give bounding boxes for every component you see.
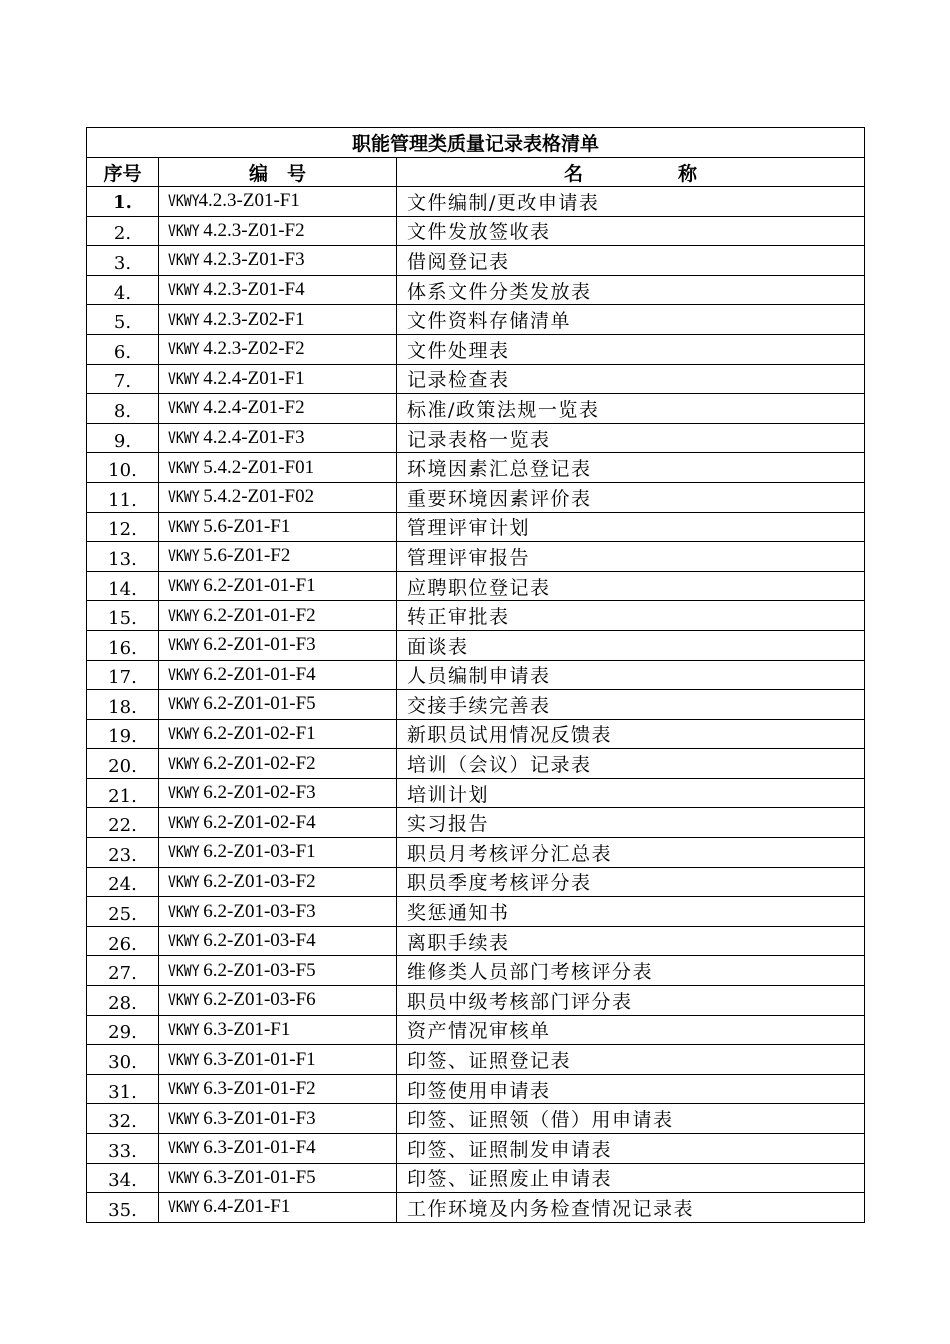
row-number — [87, 1134, 159, 1164]
table-row — [87, 394, 865, 424]
code-prefix: VKWY — [168, 635, 200, 655]
form-code-cell — [159, 246, 397, 276]
row-number-text: 11. — [108, 489, 137, 511]
form-name: 体系文件分类发放表 — [397, 275, 865, 305]
code-number: 5.6-Z01-F1 — [198, 515, 291, 537]
table-row — [87, 1015, 865, 1045]
code-number: 6.2-Z01-03-F1 — [198, 841, 316, 863]
form-name: 职员月考核评分汇总表 — [397, 838, 865, 868]
row-number-text: 14. — [108, 578, 137, 600]
form-code-cell — [159, 334, 397, 364]
form-code-cell — [159, 542, 397, 572]
code-prefix: VKWY — [168, 576, 200, 596]
header-name: 名 称 — [397, 158, 865, 187]
code-prefix: VKWY — [168, 1019, 200, 1039]
form-name: 应聘职位登记表 — [397, 571, 865, 601]
form-name: 职员季度考核评分表 — [397, 867, 865, 897]
table-row — [87, 778, 865, 808]
form-code-cell — [159, 1045, 397, 1075]
form-name: 重要环境因素评价表 — [397, 482, 865, 512]
code-prefix: VKWY — [168, 812, 200, 832]
row-number-text: 10. — [108, 460, 137, 482]
table-row — [87, 423, 865, 453]
code-prefix: VKWY — [168, 960, 200, 980]
row-number-text: 32. — [108, 1111, 137, 1133]
table-row — [87, 482, 865, 512]
form-name: 环境因素汇总登记表 — [397, 453, 865, 483]
code-prefix: VKWY — [168, 990, 200, 1010]
form-code-cell — [159, 601, 397, 631]
table-row — [87, 571, 865, 601]
row-number — [87, 453, 159, 483]
code-prefix: VKWY — [168, 428, 200, 448]
row-number-text: 9. — [113, 430, 132, 452]
code-number: 6.2-Z01-01-F4 — [198, 663, 316, 685]
form-name: 记录表格一览表 — [397, 423, 865, 453]
form-name: 文件编制/更改申请表 — [397, 187, 865, 217]
form-code-cell — [159, 749, 397, 779]
code-prefix: VKWY — [168, 487, 200, 507]
code-prefix: VKWY — [168, 723, 200, 743]
row-number-text: 34. — [108, 1170, 137, 1192]
table-row — [87, 1104, 865, 1134]
form-code-cell — [159, 1163, 397, 1193]
form-name: 管理评审计划 — [397, 512, 865, 542]
form-code-cell — [159, 571, 397, 601]
row-number-text: 31. — [108, 1081, 137, 1103]
code-number: 6.2-Z01-03-F6 — [198, 989, 316, 1011]
row-number — [87, 630, 159, 660]
code-prefix: VKWY — [168, 605, 200, 625]
code-prefix: VKWY — [168, 280, 200, 300]
row-number-text: 23. — [108, 844, 137, 866]
row-number — [87, 778, 159, 808]
form-code-cell — [159, 275, 397, 305]
form-name: 印签使用申请表 — [397, 1074, 865, 1104]
row-number-text: 28. — [108, 992, 137, 1014]
row-number-text: 16. — [108, 637, 137, 659]
row-number — [87, 601, 159, 631]
table-row — [87, 246, 865, 276]
table-row — [87, 630, 865, 660]
row-number — [87, 838, 159, 868]
code-number: 6.2-Z01-02-F2 — [198, 752, 316, 774]
table-row — [87, 542, 865, 572]
form-code-cell — [159, 187, 397, 217]
form-name: 文件处理表 — [397, 334, 865, 364]
form-name: 印签、证照登记表 — [397, 1045, 865, 1075]
row-number-text: 12. — [108, 519, 137, 541]
table-row — [87, 690, 865, 720]
code-number: 6.3-Z01-01-F2 — [198, 1078, 316, 1100]
code-prefix: VKWY — [168, 783, 200, 803]
form-code-cell — [159, 838, 397, 868]
form-code-cell — [159, 1193, 397, 1223]
form-name: 印签、证照领（借）用申请表 — [397, 1104, 865, 1134]
row-number — [87, 482, 159, 512]
row-number-text: 25. — [108, 904, 137, 926]
row-number — [87, 719, 159, 749]
row-number — [87, 1163, 159, 1193]
form-name: 交接手续完善表 — [397, 690, 865, 720]
header-code: 编 号 — [159, 158, 397, 187]
form-name: 管理评审报告 — [397, 542, 865, 572]
row-number-text: 4. — [113, 282, 132, 304]
row-number — [87, 394, 159, 424]
code-prefix: VKWY — [168, 339, 200, 359]
form-code-cell — [159, 956, 397, 986]
form-name: 人员编制申请表 — [397, 660, 865, 690]
row-number-text: 33. — [108, 1140, 137, 1162]
code-number: 4.2.3-Z02-F2 — [198, 338, 305, 360]
code-number: 4.2.3-Z01-F4 — [198, 279, 305, 301]
row-number-text: 29. — [108, 1022, 137, 1044]
code-number: 6.2-Z01-01-F3 — [198, 634, 316, 656]
row-number — [87, 275, 159, 305]
code-prefix: VKWY — [168, 368, 200, 388]
row-number — [87, 1045, 159, 1075]
table-row — [87, 1134, 865, 1164]
row-number — [87, 246, 159, 276]
form-name: 借阅登记表 — [397, 246, 865, 276]
code-prefix: VKWY — [168, 694, 200, 714]
form-name: 离职手续表 — [397, 926, 865, 956]
row-number-text: 5. — [113, 312, 132, 334]
row-number-text: 15. — [108, 608, 137, 630]
code-prefix: VKWY — [168, 931, 200, 951]
code-number: 6.3-Z01-01-F1 — [198, 1048, 316, 1070]
code-prefix: VKWY — [168, 871, 200, 891]
code-number: 5.4.2-Z01-F02 — [198, 486, 315, 508]
table-row — [87, 275, 865, 305]
code-number: 6.2-Z01-01-F1 — [198, 575, 316, 597]
table-row — [87, 216, 865, 246]
code-number: 6.3-Z01-01-F3 — [198, 1107, 316, 1129]
table-row — [87, 512, 865, 542]
code-prefix: VKWY — [168, 191, 200, 211]
code-prefix: VKWY — [168, 250, 200, 270]
form-name: 印签、证照制发申请表 — [397, 1134, 865, 1164]
row-number — [87, 897, 159, 927]
form-name: 工作环境及内务检查情况记录表 — [397, 1193, 865, 1223]
table-row — [87, 1193, 865, 1223]
row-number — [87, 690, 159, 720]
row-number — [87, 1193, 159, 1223]
code-prefix: VKWY — [168, 516, 200, 536]
form-code-cell — [159, 1074, 397, 1104]
code-prefix: VKWY — [168, 398, 200, 418]
form-code-cell — [159, 1015, 397, 1045]
form-code-cell — [159, 305, 397, 335]
record-form-list-table — [86, 127, 865, 1223]
table-row — [87, 187, 865, 217]
table-row — [87, 601, 865, 631]
row-number — [87, 423, 159, 453]
code-number: 6.4-Z01-F1 — [198, 1196, 291, 1218]
table-row — [87, 926, 865, 956]
table-title-row — [87, 128, 865, 158]
code-prefix: VKWY — [168, 1079, 200, 1099]
code-prefix: VKWY — [168, 1049, 200, 1069]
table-row — [87, 1074, 865, 1104]
code-number: 6.2-Z01-02-F1 — [198, 722, 316, 744]
code-prefix: VKWY — [168, 753, 200, 773]
table-row — [87, 1045, 865, 1075]
header-no: 序号 — [87, 158, 159, 187]
code-number: 4.2.3-Z01-F3 — [198, 249, 305, 271]
code-prefix: VKWY — [168, 901, 200, 921]
table-header-row — [87, 158, 865, 187]
form-code-cell — [159, 216, 397, 246]
row-number — [87, 187, 159, 217]
row-number — [87, 986, 159, 1016]
form-code-cell — [159, 660, 397, 690]
form-code-cell — [159, 423, 397, 453]
table-row — [87, 364, 865, 394]
row-number — [87, 1074, 159, 1104]
code-number: 4.2.4-Z01-F2 — [198, 397, 305, 419]
table-row — [87, 867, 865, 897]
form-name: 奖惩通知书 — [397, 897, 865, 927]
table-row — [87, 660, 865, 690]
code-number: 6.2-Z01-03-F4 — [198, 930, 316, 952]
code-number: 6.3-Z01-01-F5 — [198, 1166, 316, 1188]
form-name: 职员中级考核部门评分表 — [397, 986, 865, 1016]
row-number-text: 8. — [113, 400, 132, 422]
table-row — [87, 305, 865, 335]
form-name: 实习报告 — [397, 808, 865, 838]
code-number: 6.2-Z01-03-F3 — [198, 900, 316, 922]
table-row — [87, 1163, 865, 1193]
code-prefix: VKWY — [168, 1138, 200, 1158]
form-name: 标准/政策法规一览表 — [397, 394, 865, 424]
row-number — [87, 749, 159, 779]
form-code-cell — [159, 630, 397, 660]
row-number — [87, 305, 159, 335]
form-code-cell — [159, 867, 397, 897]
form-code-cell — [159, 719, 397, 749]
row-number-text: 2. — [113, 223, 132, 245]
form-code-cell — [159, 778, 397, 808]
row-number — [87, 334, 159, 364]
code-number: 4.2.3-Z02-F1 — [198, 308, 305, 330]
form-name: 印签、证照废止申请表 — [397, 1163, 865, 1193]
form-code-cell — [159, 512, 397, 542]
form-code-cell — [159, 986, 397, 1016]
row-number-text: 6. — [113, 341, 132, 363]
form-code-cell — [159, 364, 397, 394]
form-code-cell — [159, 1134, 397, 1164]
row-number-text: 1. — [113, 191, 132, 213]
code-prefix: VKWY — [168, 457, 200, 477]
row-number-text: 27. — [108, 963, 137, 985]
form-code-cell — [159, 926, 397, 956]
table-row — [87, 897, 865, 927]
code-number: 6.3-Z01-F1 — [198, 1018, 291, 1040]
row-number — [87, 867, 159, 897]
form-name: 转正审批表 — [397, 601, 865, 631]
code-prefix: VKWY — [168, 842, 200, 862]
row-number-text: 21. — [108, 785, 137, 807]
table-row — [87, 749, 865, 779]
row-number — [87, 956, 159, 986]
code-number: 4.2.4-Z01-F3 — [198, 427, 305, 449]
row-number-text: 18. — [108, 696, 137, 718]
code-number: 5.6-Z01-F2 — [198, 545, 291, 567]
code-number: 6.2-Z01-03-F2 — [198, 870, 316, 892]
form-code-cell — [159, 1104, 397, 1134]
row-number-text: 19. — [108, 726, 137, 748]
table-row — [87, 956, 865, 986]
row-number-text: 26. — [108, 933, 137, 955]
row-number-text: 30. — [108, 1052, 137, 1074]
table-row — [87, 986, 865, 1016]
code-number: 5.4.2-Z01-F01 — [198, 456, 315, 478]
form-name: 维修类人员部门考核评分表 — [397, 956, 865, 986]
document-title: 职能管理类质量记录表格清单 — [87, 128, 865, 158]
code-prefix: VKWY — [168, 1197, 200, 1217]
row-number — [87, 660, 159, 690]
code-prefix: VKWY — [168, 1108, 200, 1128]
code-number: 4.2.4-Z01-F1 — [198, 367, 305, 389]
form-name: 新职员试用情况反馈表 — [397, 719, 865, 749]
code-number: 4.2.3-Z01-F1 — [198, 190, 300, 212]
table-row — [87, 719, 865, 749]
code-prefix: VKWY — [168, 220, 200, 240]
row-number — [87, 512, 159, 542]
row-number — [87, 364, 159, 394]
table-row — [87, 334, 865, 364]
code-number: 6.2-Z01-01-F2 — [198, 604, 316, 626]
row-number — [87, 542, 159, 572]
form-code-cell — [159, 808, 397, 838]
row-number — [87, 571, 159, 601]
row-number-text: 7. — [113, 371, 132, 393]
form-code-cell — [159, 453, 397, 483]
form-name: 文件资料存储清单 — [397, 305, 865, 335]
code-number: 6.3-Z01-01-F4 — [198, 1137, 316, 1159]
form-name: 记录检查表 — [397, 364, 865, 394]
code-prefix: VKWY — [168, 309, 200, 329]
row-number-text: 24. — [108, 874, 137, 896]
form-name: 面谈表 — [397, 630, 865, 660]
code-number: 6.2-Z01-03-F5 — [198, 959, 316, 981]
form-name: 文件发放签收表 — [397, 216, 865, 246]
row-number — [87, 1015, 159, 1045]
row-number — [87, 1104, 159, 1134]
form-code-cell — [159, 482, 397, 512]
form-name: 培训（会议）记录表 — [397, 749, 865, 779]
row-number-text: 22. — [108, 815, 137, 837]
table-row — [87, 808, 865, 838]
code-number: 4.2.3-Z01-F2 — [198, 219, 305, 241]
row-number-text: 17. — [108, 667, 137, 689]
row-number — [87, 216, 159, 246]
form-code-cell — [159, 394, 397, 424]
row-number-text: 13. — [108, 548, 137, 570]
row-number — [87, 926, 159, 956]
row-number-text: 3. — [113, 252, 132, 274]
code-number: 6.2-Z01-02-F4 — [198, 811, 316, 833]
code-number: 6.2-Z01-02-F3 — [198, 782, 316, 804]
table-row — [87, 838, 865, 868]
row-number-text: 35. — [108, 1199, 137, 1221]
code-prefix: VKWY — [168, 664, 200, 684]
code-prefix: VKWY — [168, 546, 200, 566]
table-row — [87, 453, 865, 483]
row-number-text: 20. — [108, 756, 137, 778]
form-name: 培训计划 — [397, 778, 865, 808]
form-code-cell — [159, 897, 397, 927]
form-name: 资产情况审核单 — [397, 1015, 865, 1045]
code-prefix: VKWY — [168, 1167, 200, 1187]
code-number: 6.2-Z01-01-F5 — [198, 693, 316, 715]
form-code-cell — [159, 690, 397, 720]
row-number — [87, 808, 159, 838]
